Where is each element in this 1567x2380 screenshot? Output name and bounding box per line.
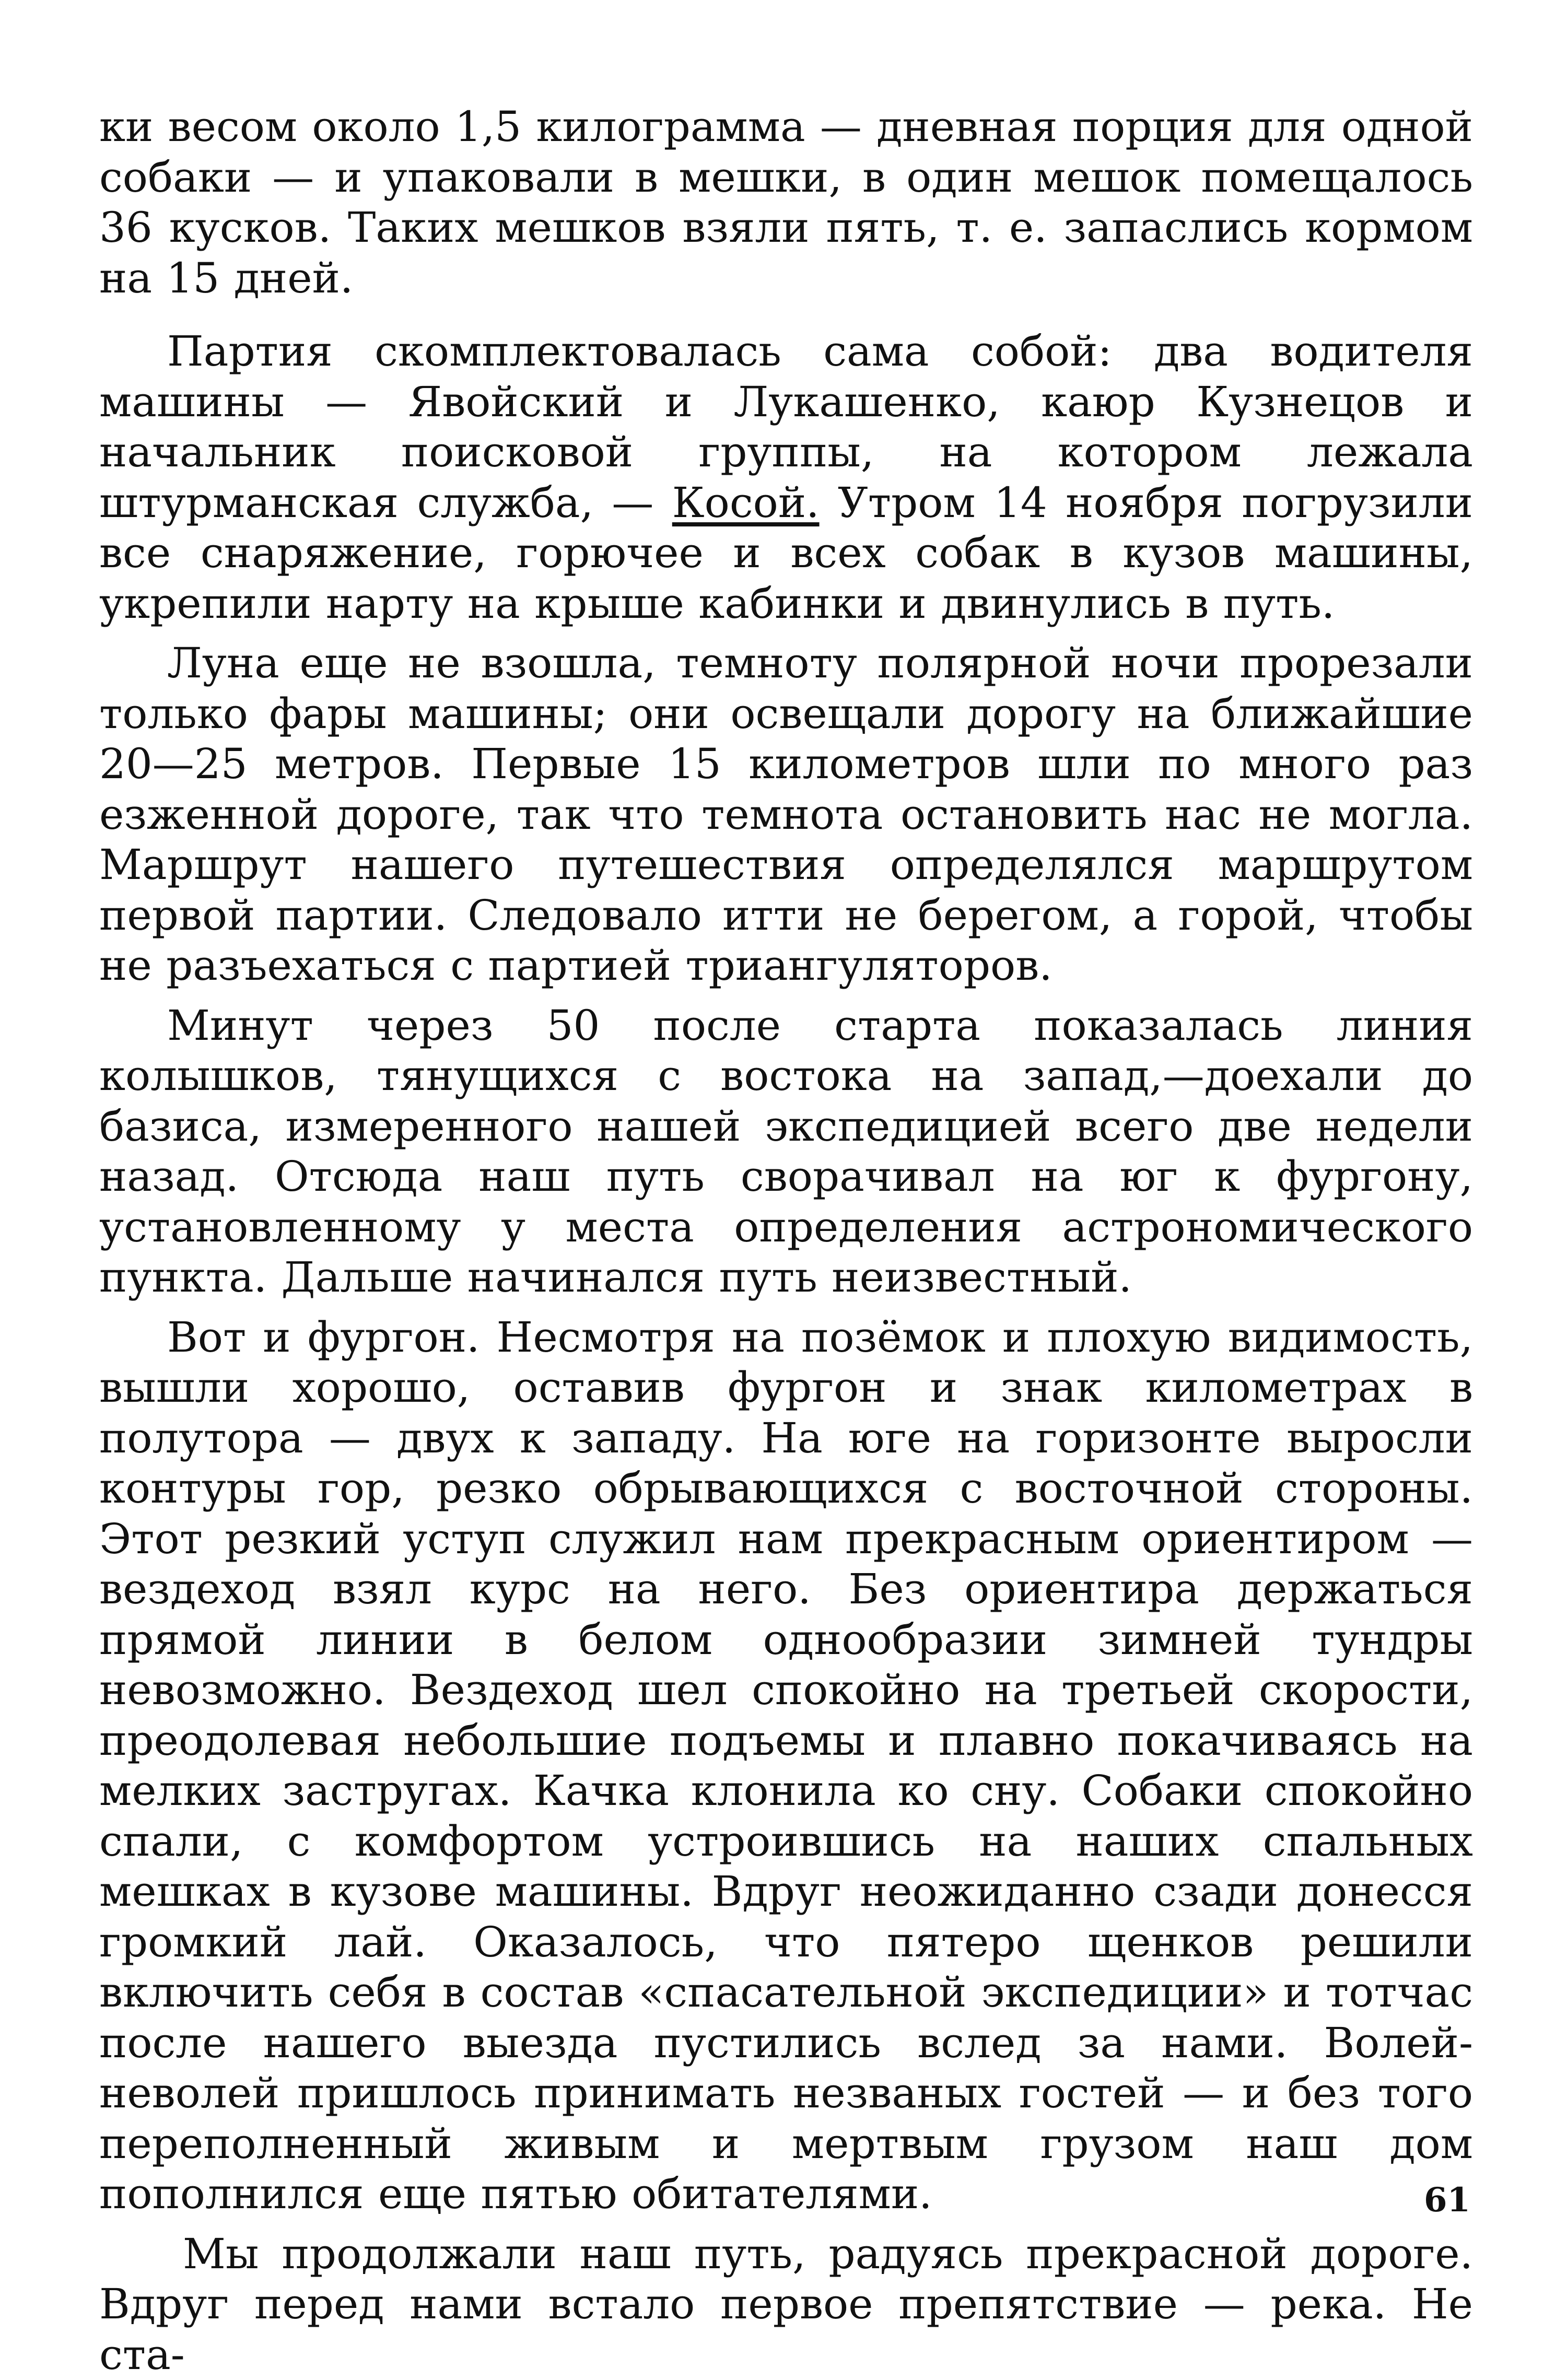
- page-number: 61: [1424, 2180, 1470, 2220]
- paragraph-dog-food-packing: ки весом около 1,5 килограмма — дневная порция для одной собаки — и упаковали в мешки, в один мешок помещалось 36 кусков. Таких мешков взяли пять, т. е. запаслись кормом на 15 дней.: [99, 102, 1473, 303]
- paragraph-river-obstacle: Мы продолжали наш путь, радуясь прекрасной дороге. Вдруг перед нами встало первое препятствие — река. Не ста-: [99, 2229, 1473, 2380]
- paragraph-polar-night-route: Луна еще не взошла, темноту полярной ночи прорезали только фары машины; они освещали дорогу на ближайшие 20—25 метров. Первые 15 километров шли по много раз езженной дороге, так что темнота остановить нас не могла. Маршрут нашего путешествия определялся маршрутом первой партии. Следовало итти не берегом, а горой, чтобы не разъехаться с партией триангуляторов.: [99, 638, 1473, 991]
- underlined-name-kosoy: Косой.: [672, 478, 820, 527]
- paragraph-baseline-pegs: Минут через 50 после старта показалась линия колышков, тянущихся с востока на запад,—доехали до базиса, измеренного нашей экспедицией всего две недели назад. Отсюда наш путь сворачивал на юг к фургону, установленному у места определения астрономического пункта. Дальше начинался путь неизвестный.: [99, 1001, 1473, 1303]
- paragraph-party-text-after: Утром 14 ноября погрузили все снаряжение, горючее и всех собак в кузов машины, укрепили нарту на крыше кабинки и двинулись в путь.: [99, 478, 1473, 628]
- page-body: [99, 102, 1473, 2380]
- paragraph-wagon-and-puppies: Вот и фургон. Несмотря на позёмок и плохую видимость, вышли хорошо, оставив фургон и знак километрах в полутора — двух к западу. На юге на горизонте выросли контуры гор, резко обрывающихся с восточной стороны. Этот резкий уступ служил нам прекрасным ориентиром — вездеход взял курс на него. Без ориентира держаться прямой линии в белом однообразии зимней тундры невозможно. Вездеход шел спокойно на третьей скорости, преодолевая небольшие подъемы и плавно покачиваясь на мелких застругах. Качка клонила ко сну. Собаки спокойно спали, с комфортом устроившись на наших спальных мешках в кузове машины. Вдруг неожиданно сзади донесся громкий лай. Оказалось, что пятеро щенков решили включить себя в состав «спасательной экспедиции» и тотчас после нашего выезда пустились вслед за нами. Волей-неволей пришлось принимать незваных гостей — и без того переполненный живым и мертвым грузом наш дом пополнился еще пятью обитателями.: [99, 1312, 1473, 2220]
- paragraph-party-composition: [99, 326, 1473, 629]
- paragraph-party-text-before: Партия скомплектовалась сама собой: два водителя машины — Явойский и Лукашенко, каюр Кузнецов и начальник поисковой группы, на котором лежала штурманская служба, —: [99, 327, 1473, 527]
